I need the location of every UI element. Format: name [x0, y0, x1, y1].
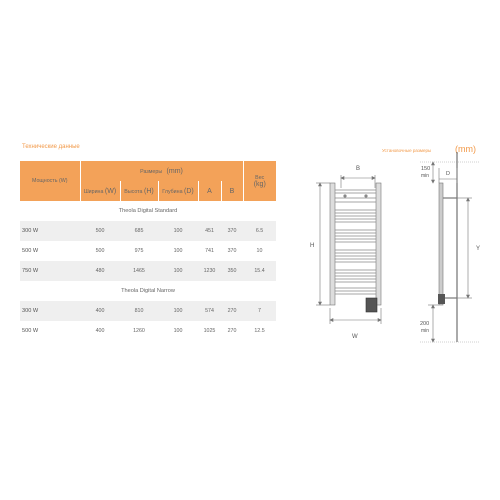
bottom-clearance-value: 200 [420, 321, 430, 327]
depth-unit: (D) [184, 187, 194, 195]
cell-a: 1025 [203, 328, 216, 334]
cell-h: 810 [120, 301, 158, 321]
weight-unit: (kg) [253, 180, 266, 188]
mount-point [343, 194, 346, 197]
cell-power: 300 W [20, 221, 80, 241]
cell-h: 1465 [120, 261, 158, 281]
radiator-bars [335, 190, 376, 294]
height-label: Высота [124, 188, 143, 195]
top-clearance-value: 150 [421, 166, 431, 172]
dimensions-label: Размеры [140, 168, 163, 175]
cell-d: 100 [173, 328, 183, 334]
group-name: Theola Digital Standard [118, 208, 178, 214]
cell-b: 370 [227, 248, 237, 254]
cell-w: 480 [80, 261, 120, 281]
cell-a: 574 [198, 301, 221, 321]
cell-w: 400 [80, 301, 120, 321]
bottom-clearance-min: min [421, 328, 430, 334]
cell-kg: 7 [243, 301, 276, 321]
height-unit: (H) [143, 187, 154, 195]
top-clearance-min: min [421, 173, 430, 179]
cell-h: 975 [134, 248, 144, 254]
cell-w: 400 [95, 328, 105, 334]
col-b: B [221, 181, 243, 201]
cell-power: 300 W [20, 301, 80, 321]
page-title: Технические данные [22, 144, 80, 150]
depth-label: Глубина [162, 188, 183, 195]
cell-kg: 15.4 [243, 261, 276, 281]
width-unit: (W) [104, 187, 117, 195]
cell-a: 741 [205, 248, 214, 254]
diagram-title: Установочные размеры [382, 148, 432, 153]
cell-h: 1260 [133, 328, 145, 334]
weight-label: Вес [255, 174, 265, 181]
col-power: Мощность (W) [20, 161, 80, 201]
cell-kg: 6.5 [243, 221, 276, 241]
cell-b: 370 [221, 221, 243, 241]
cell-a: 1230 [198, 261, 221, 281]
diagram-unit: (mm) [455, 144, 476, 154]
mount-point [364, 194, 367, 197]
dim-b [341, 175, 375, 188]
cell-kg: 12.5 [254, 328, 265, 334]
side-element-icon [438, 294, 445, 304]
group-name: Theola Digital Narrow [121, 288, 175, 294]
width-label: Ширина [83, 188, 104, 195]
cell-d: 100 [158, 261, 198, 281]
dim-bottom-clearance [428, 305, 439, 342]
front-view-radiator [330, 183, 381, 312]
left-rail [330, 183, 335, 305]
heating-element-icon [366, 298, 377, 312]
cell-b: 350 [221, 261, 243, 281]
cell-d: 100 [158, 221, 198, 241]
cell-power: 500 W [22, 328, 39, 334]
cell-kg: 10 [256, 248, 263, 254]
right-rail [376, 183, 381, 305]
cell-h: 685 [120, 221, 158, 241]
side-rail [439, 183, 443, 305]
cell-w: 500 [95, 248, 105, 254]
cell-power: 500 W [22, 248, 39, 254]
dim-h-label: H [310, 243, 315, 249]
cell-a: 451 [198, 221, 221, 241]
cell-b: 270 [227, 328, 237, 334]
cell-power: 750 W [20, 261, 80, 281]
cell-d: 100 [158, 301, 198, 321]
dim-y [457, 198, 472, 298]
cell-b: 270 [221, 301, 243, 321]
dimensions-unit: (mm) [166, 167, 183, 175]
side-view-radiator [420, 152, 480, 342]
dim-w-label: W [352, 334, 358, 340]
dim-d-label: D [446, 171, 450, 177]
col-a: A [198, 181, 221, 201]
dim-top-clearance [432, 162, 435, 183]
dim-y-label: Y [476, 246, 481, 252]
cell-d: 100 [173, 248, 183, 254]
dim-h [316, 183, 330, 305]
dim-b-label: B [356, 166, 361, 172]
cell-w: 500 [80, 221, 120, 241]
